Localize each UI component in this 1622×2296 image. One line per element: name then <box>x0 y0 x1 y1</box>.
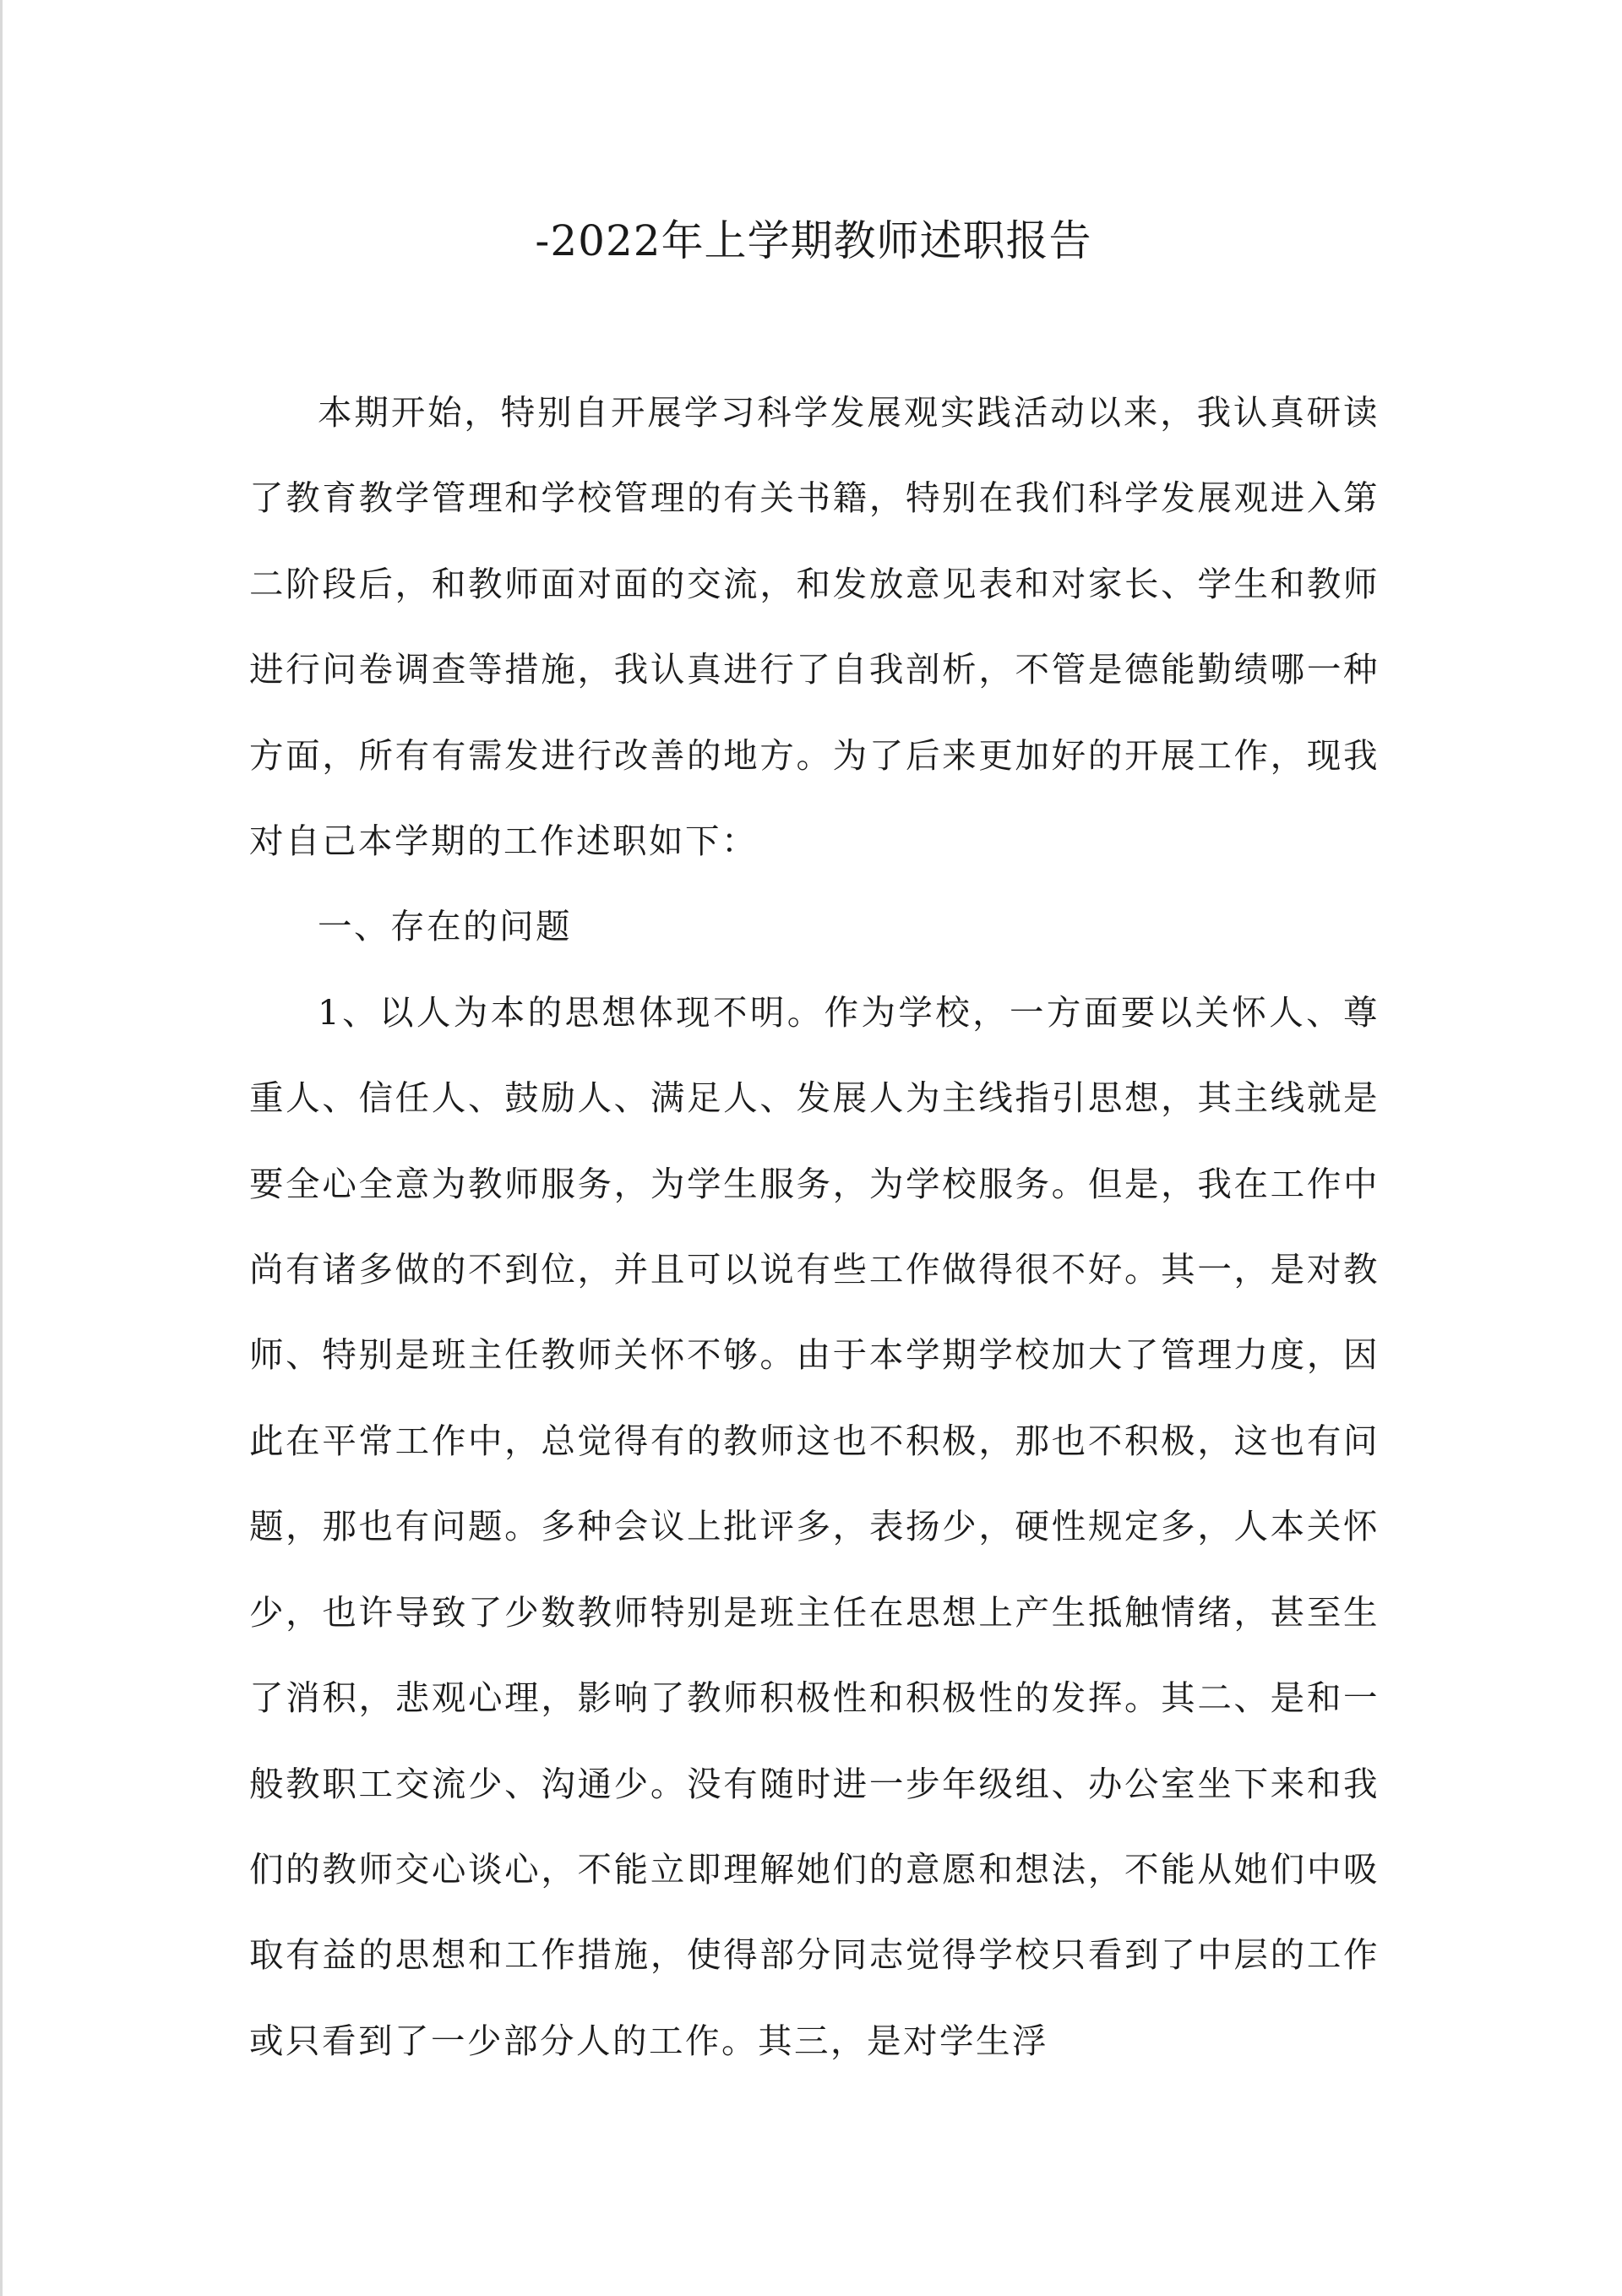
document-title: -2022年上学期教师述职报告 <box>535 216 1092 265</box>
intro-paragraph: 本期开始，特别自开展学习科学发展观实践活动以来，我认真研读了教育教学管理和学校管理的有关书籍，特别在我们科学发展观进入第二阶段后，和教师面对面的交流，和发放意见表和对家长、学生和教师进行问卷调查等措施，我认真进行了自我剖析，不管是德能勤绩哪一种方面，所有有需发进行改善的地方。为了后来更加好的开展工作，现我对自己本学期的工作述职如下： <box>249 392 1380 862</box>
section-heading-problems: 一、存在的问题 <box>318 906 572 947</box>
problem-1-paragraph: 1、以人为本的思想体现不明。作为学校，一方面要以关怀人、尊重人、信任人、鼓励人、满足人、发展人为主线指引思想，其主线就是要全心全意为教师服务，为学生服务，为学校服务。但是，我在工作中尚有诸多做的不到位，并且可以说有些工作做得很不好。其一，是对教师、特别是班主任教师关怀不够。由于本学期学校加大了管理力度，因此在平常工作中，总觉得有的教师这也不积极，那也不积极，这也有问题，那也有问题。多种会议上批评多，表扬少，硬性规定多，人本关怀少，也许导致了少数教师特别是班主任在思想上产生抵触情绪，甚至生了消积，悲观心理，影响了教师积极性和积极性的发挥。其二、是和一般教职工交流少、沟通少。没有随时进一步年级组、办公室坐下来和我们的教师交心谈心，不能立即理解她们的意愿和想法，不能从她们中吸取有益的思想和工作措施，使得部分同志觉得学校只看到了中层的工作或只看到了一少部分人的工作。其三，是对学生浮 <box>249 991 1380 2061</box>
document-body <box>249 370 1380 2084</box>
